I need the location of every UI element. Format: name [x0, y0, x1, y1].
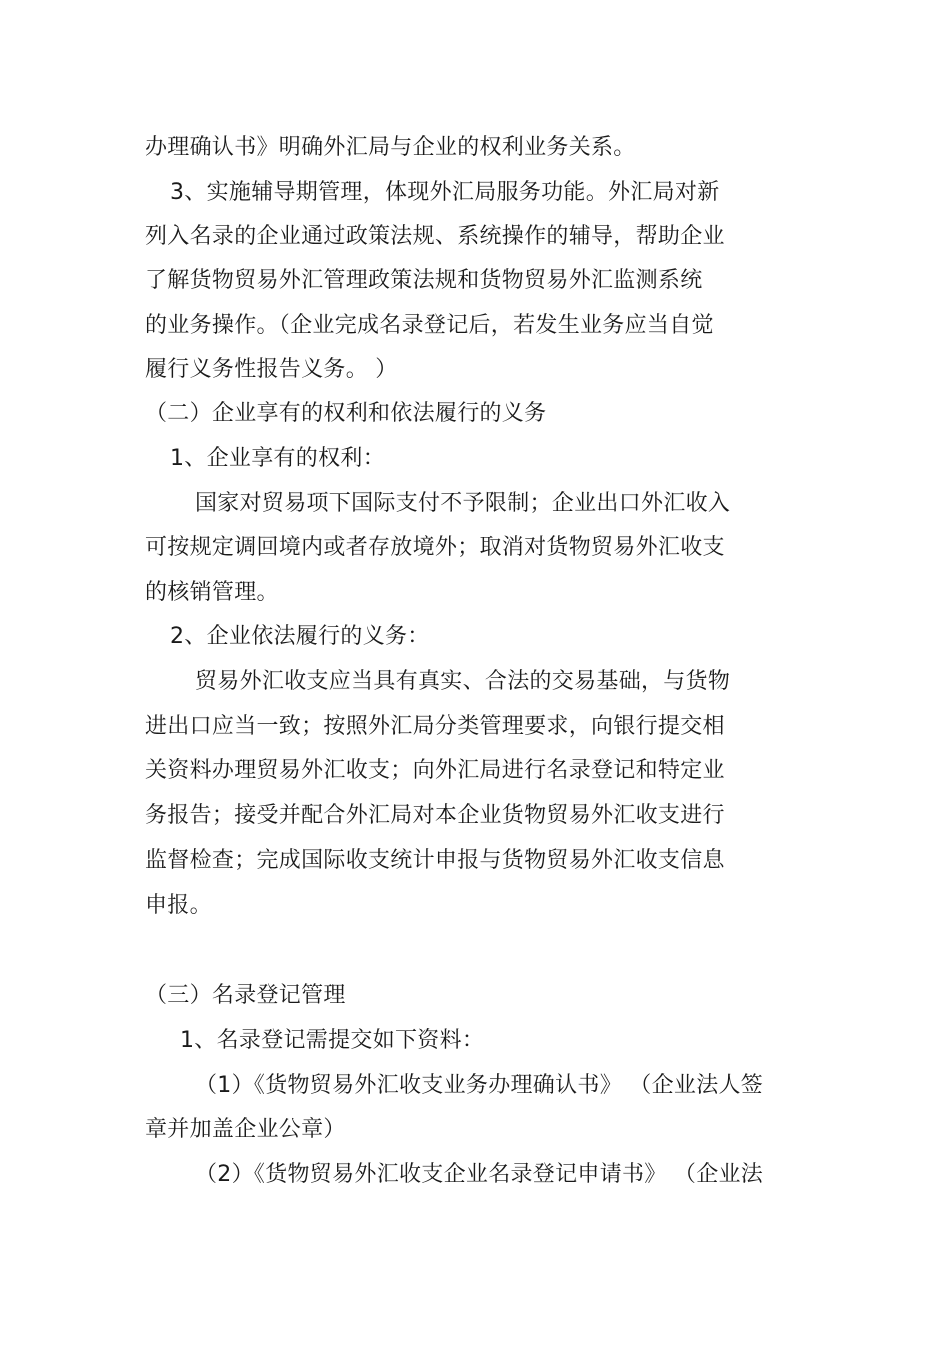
subsection-heading: 2、企业依法履行的义务： [170, 624, 430, 649]
text-line: 3、实施辅导期管理，体现外汇局服务功能。外汇局对新 [170, 180, 720, 205]
text-line: 关资料办理贸易外汇收支；向外汇局进行名录登记和特定业 [145, 758, 725, 783]
text-line: 务报告；接受并配合外汇局对本企业货物贸易外汇收支进行 [145, 803, 725, 828]
text-line: 可按规定调回境内或者存放境外；取消对货物贸易外汇收支 [145, 535, 725, 560]
text-line: 国家对贸易项下国际支付不予限制；企业出口外汇收入 [195, 491, 731, 516]
text-line: （1）《货物贸易外汇收支业务办理确认书》 （企业法人签 [195, 1073, 764, 1098]
text-line: 进出口应当一致；按照外汇局分类管理要求，向银行提交相 [145, 714, 725, 739]
text-line: 监督检查；完成国际收支统计申报与货物贸易外汇收支信息 [145, 848, 725, 873]
text-line: 办理确认书》明确外汇局与企业的权利业务关系。 [145, 135, 636, 160]
text-line: 申报。 [145, 893, 212, 918]
text-line: 贸易外汇收支应当具有真实、合法的交易基础，与货物 [195, 669, 731, 694]
subsection-heading: 1、名录登记需提交如下资料： [180, 1028, 485, 1053]
subsection-heading: 1、企业享有的权利： [170, 446, 385, 471]
text-line: 了解货物贸易外汇管理政策法规和货物贸易外汇监测系统 [145, 268, 703, 293]
text-line: 履行义务性报告义务。 ） [145, 357, 398, 382]
text-line: 列入名录的企业通过政策法规、系统操作的辅导，帮助企业 [145, 224, 725, 249]
section-heading: （二）企业享有的权利和依法履行的义务 [145, 401, 547, 426]
text-line: 的业务操作。（企业完成名录登记后，若发生业务应当自觉 [145, 313, 714, 338]
section-heading: （三）名录登记管理 [145, 983, 346, 1008]
text-line: （2）《货物贸易外汇收支企业名录登记申请书》 （企业法 [195, 1162, 764, 1187]
text-line: 章并加盖企业公章） [145, 1117, 346, 1142]
text-line: 的核销管理。 [145, 580, 279, 605]
